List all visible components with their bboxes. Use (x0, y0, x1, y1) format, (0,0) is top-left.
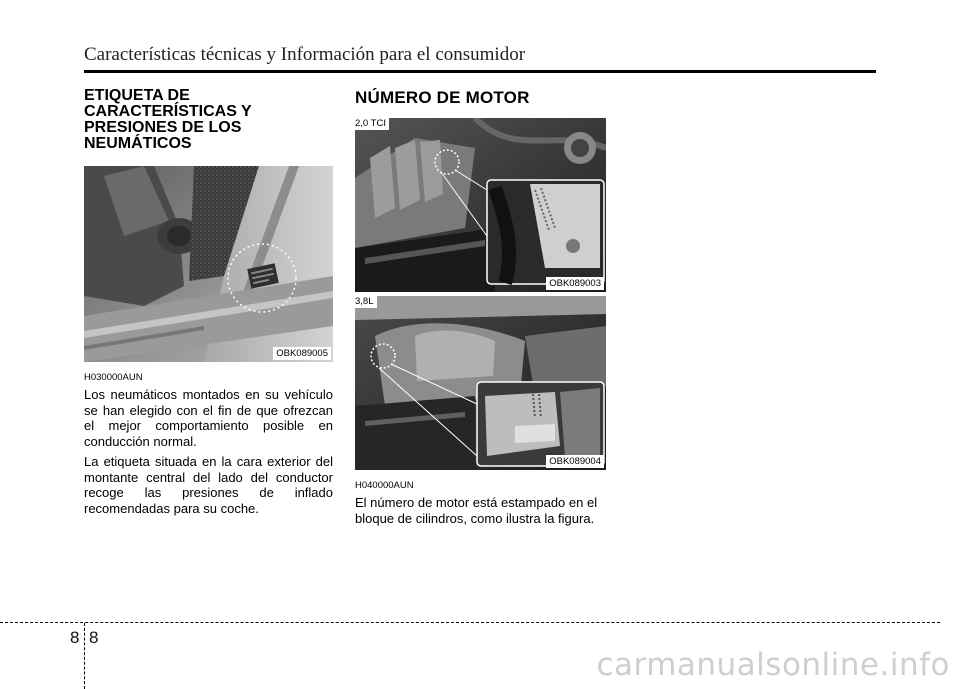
engine-label-tci: 2,0 TCI (355, 118, 389, 130)
body-paragraph: La etiqueta situada en la cara exterior del montante central del lado del conductor recoge las presiones de inflado recomendadas para su coche. (84, 454, 333, 516)
door-pillar-illustration (84, 166, 333, 362)
title-line: NEUMÁTICOS (84, 135, 192, 152)
engine-number-section (355, 88, 606, 531)
body-paragraph: Los neumáticos montados en su vehículo se han elegido con el fin de que ofrezcan el mejor comportamiento posible en conducción normal. (84, 387, 333, 449)
title-line: CARACTERÍSTICAS Y (84, 103, 252, 120)
engine-number-title: NÚMERO DE MOTOR (355, 88, 530, 107)
engine-v6-illustration (355, 296, 606, 470)
running-header: Características técnicas y Información para el consumidor (84, 44, 526, 65)
tire-label-section (84, 88, 333, 521)
footer-rule (0, 622, 940, 623)
watermark: carmanualsonline.info (596, 647, 950, 683)
tire-label-title (84, 88, 333, 152)
footer-divider (84, 623, 85, 689)
header-rule (84, 70, 876, 73)
engine-tci-illustration (355, 118, 606, 292)
title-line: PRESIONES DE LOS (84, 119, 242, 136)
figure-caption: OBK089004 (546, 455, 604, 468)
section-code: H040000AUN (355, 480, 414, 491)
figure-caption: OBK089003 (546, 277, 604, 290)
page-number: 8 (89, 628, 99, 647)
figure-caption: OBK089005 (273, 347, 331, 360)
engine-photo-v6 (355, 296, 606, 470)
section-code: H030000AUN (84, 372, 143, 383)
engine-label-v6: 3,8L (355, 296, 377, 308)
engine-photo-tci (355, 118, 606, 292)
door-pillar-photo (84, 166, 333, 362)
title-line: ETIQUETA DE (84, 87, 190, 104)
section-number: 8 (70, 628, 80, 647)
body-paragraph: El número de motor está estampado en el bloque de cilindros, como ilustra la figura. (355, 495, 598, 526)
